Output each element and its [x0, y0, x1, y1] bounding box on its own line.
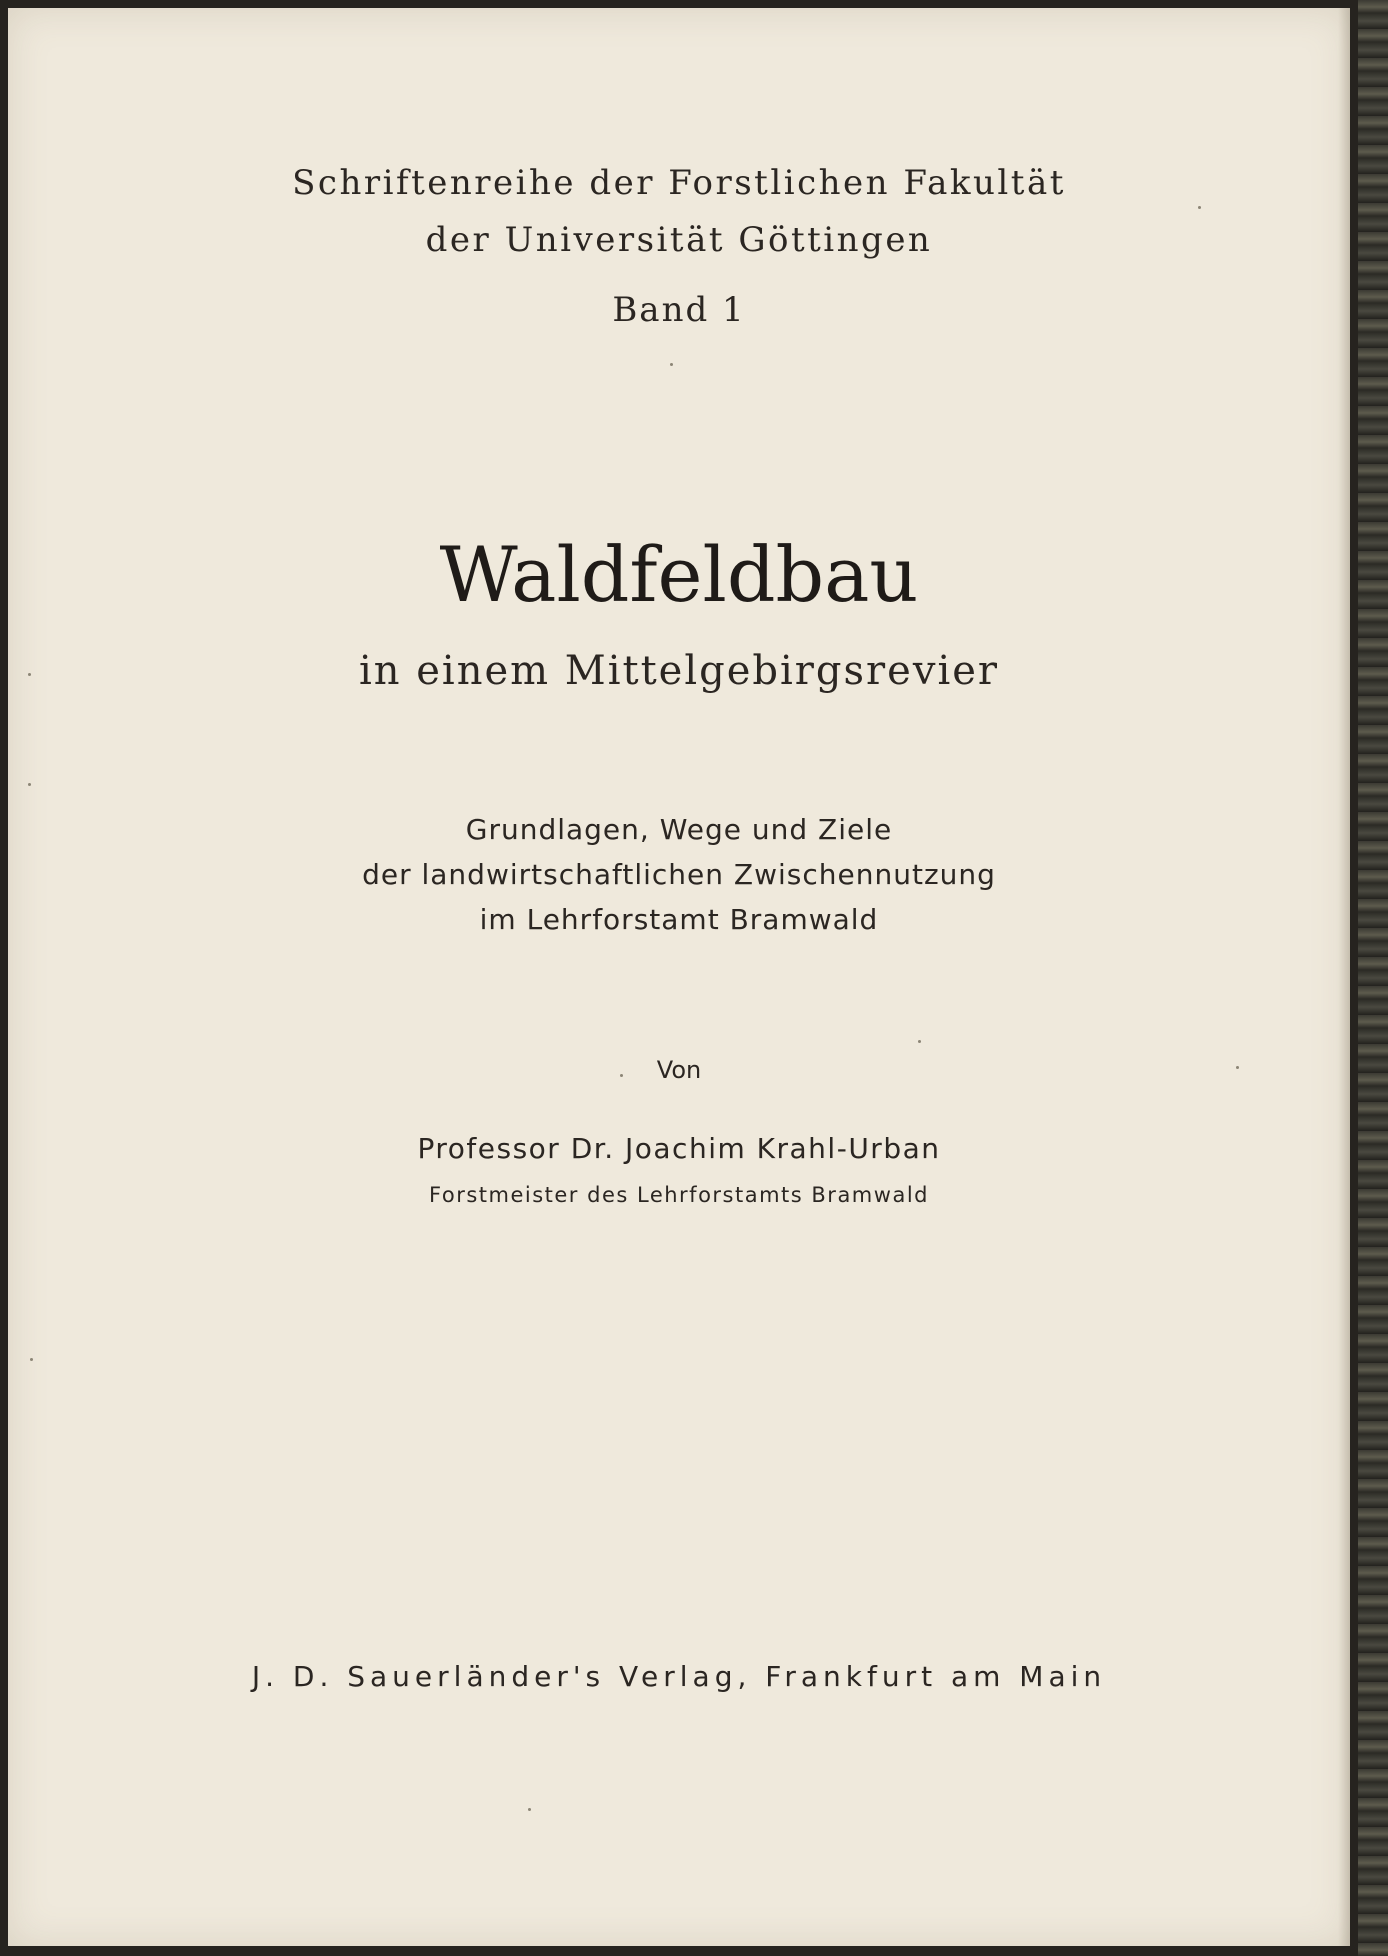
paper-speck — [620, 1074, 623, 1077]
publisher-imprint: J. D. Sauerländer's Verlag, Frankfurt am Main — [251, 1660, 1107, 1693]
paper-speck — [28, 783, 31, 786]
by-line: Von — [656, 1056, 702, 1084]
series-institution: der Universität Göttingen — [425, 220, 933, 260]
author-name: Professor Dr. Joachim Krahl-Urban — [417, 1132, 941, 1165]
description-line: Grundlagen, Wege und Ziele — [465, 813, 893, 846]
author-role: Forstmeister des Lehrforstamts Bramwald — [429, 1183, 929, 1207]
paper-speck — [1236, 1066, 1239, 1069]
description-line: im Lehrforstamt Bramwald — [479, 903, 879, 936]
cover-edge-marbling — [1358, 0, 1388, 1956]
paper-speck — [30, 1358, 33, 1361]
volume-number: Band 1 — [612, 290, 746, 330]
paper-speck — [670, 363, 673, 366]
book-subtitle: in einem Mittelgebirgsrevier — [358, 648, 1000, 694]
book-title: Waldfeldbau — [439, 530, 919, 619]
title-page — [8, 8, 1350, 1946]
paper-speck — [28, 673, 31, 676]
paper-speck — [528, 1808, 531, 1811]
series-title: Schriftenreihe der Forstlichen Fakultät — [292, 163, 1066, 203]
description-line: der landwirtschaftlichen Zwischennutzung — [362, 858, 996, 891]
paper-speck — [918, 1040, 921, 1043]
paper-speck — [1198, 206, 1201, 209]
